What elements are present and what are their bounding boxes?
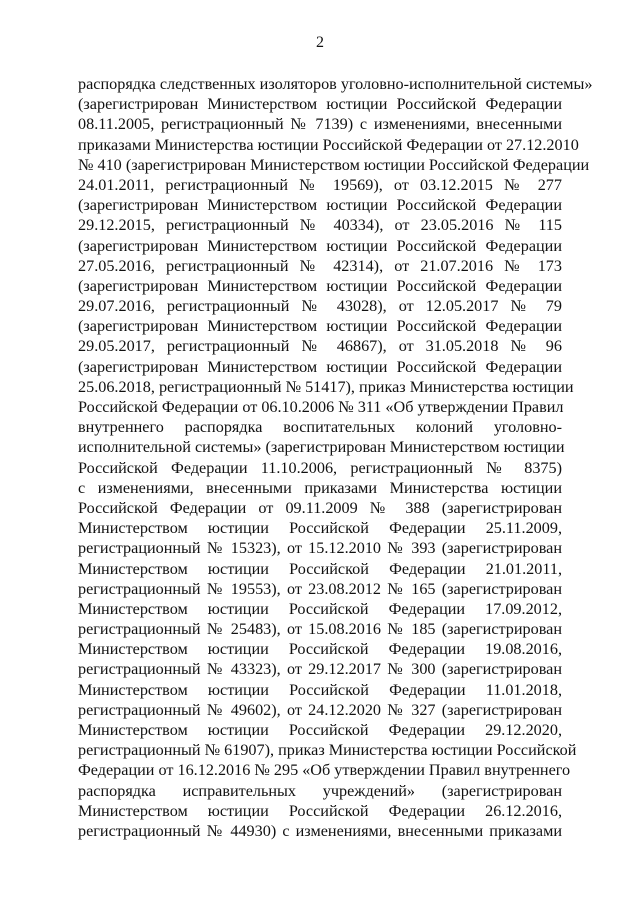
document-body: [78, 74, 593, 841]
text-line: распорядка следственных изоляторов уголовно-исполнительной системы»: [78, 75, 593, 93]
text-line: исполнительной системы» (зарегистрирован Министерством юстиции: [78, 438, 565, 457]
text-line: 29.12.2015, регистрационный № 40334), от 23.05.2016 № 115: [78, 216, 562, 235]
text-line: Министерством юстиции Российской Федерации 17.09.2012,: [78, 599, 562, 618]
text-line: Российской Федерации 11.10.2006, регистрационный № 8375): [78, 458, 562, 477]
text-line: (зарегистрирован Министерством юстиции Российской Федерации: [78, 357, 562, 376]
text-line: с изменениями, внесенными приказами Министерства юстиции: [78, 478, 562, 497]
text-line: 27.05.2016, регистрационный № 42314), от 21.07.2016 № 173: [78, 256, 562, 275]
text-line: Министерством юстиции Российской Федерации 25.11.2009,: [78, 519, 562, 538]
text-line: регистрационный № 19553), от 23.08.2012 № 165 (зарегистрирован: [78, 579, 562, 598]
text-line: 29.07.2016, регистрационный № 43028), от 12.05.2017 № 79: [78, 297, 562, 316]
page-number: 2: [316, 34, 324, 51]
text-line: Федерации от 16.12.2016 № 295 «Об утверждении Правил внутреннего: [78, 761, 571, 780]
text-line: (зарегистрирован Министерством юстиции Российской Федерации: [78, 317, 562, 336]
text-line: 25.06.2018, регистрационный № 51417), приказ Министерства юстиции: [78, 377, 574, 396]
text-line: 24.01.2011, регистрационный № 19569), от 03.12.2015 № 277: [78, 175, 562, 194]
text-line: регистрационный № 49602), от 24.12.2020 № 327 (зарегистрирован: [78, 700, 562, 719]
text-line: Министерством юстиции Российской Федерации 19.08.2016,: [78, 640, 562, 659]
text-line: Министерством юстиции Российской Федерации 29.12.2020,: [78, 721, 562, 739]
text-line: внутреннего распорядка воспитательных колоний уголовно-: [78, 418, 562, 437]
text-line: регистрационный № 15323), от 15.12.2010 № 393 (зарегистрирован: [78, 539, 562, 558]
text-line: регистрационный № 61907), приказ Министерства юстиции Российской: [78, 741, 577, 760]
text-line: (зарегистрирован Министерством юстиции Российской Федерации: [78, 95, 562, 114]
text-line: регистрационный № 25483), от 15.08.2016 № 185 (зарегистрирован: [78, 620, 562, 639]
text-line: № 410 (зарегистрирован Министерством юстиции Российской Федерации: [78, 155, 590, 174]
text-line: приказами Министерства юстиции Российской Федерации от 27.12.2010: [78, 135, 579, 154]
text-line: Министерством юстиции Российской Федерации 11.01.2018,: [78, 680, 562, 699]
text-line: Российской Федерации от 06.10.2006 № 311 «Об утверждении Правил: [78, 398, 564, 416]
text-line: (зарегистрирован Министерством юстиции Российской Федерации: [78, 276, 562, 295]
text-line: регистрационный № 43323), от 29.12.2017 № 300 (зарегистрирован: [78, 660, 562, 679]
text-line: 08.11.2005, регистрационный № 7139) с изменениями, внесенными: [78, 115, 562, 134]
text-line: Министерством юстиции Российской Федерации 21.01.2011,: [78, 559, 562, 578]
text-line: Российской Федерации от 09.11.2009 № 388 (зарегистрирован: [78, 498, 562, 517]
text-line: 29.05.2017, регистрационный № 46867), от 31.05.2018 № 96: [78, 337, 562, 356]
text-line: (зарегистрирован Министерством юстиции Российской Федерации: [78, 236, 562, 255]
text-line: (зарегистрирован Министерством юстиции Российской Федерации: [78, 196, 562, 215]
text-line: регистрационный № 44930) с изменениями, внесенными приказами: [78, 821, 562, 840]
text-line: распорядка исправительных учреждений» (зарегистрирован: [78, 781, 562, 800]
text-line: Министерством юстиции Российской Федерации 26.12.2016,: [78, 801, 562, 820]
